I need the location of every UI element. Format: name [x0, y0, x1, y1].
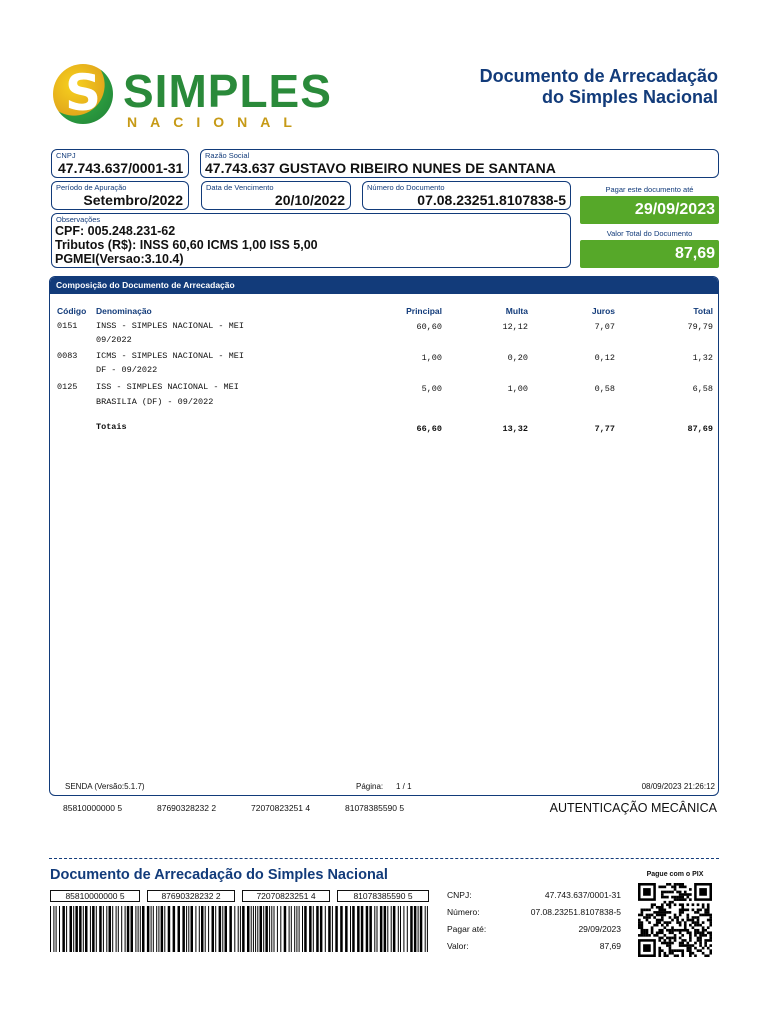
- razao-label: Razão Social: [205, 151, 250, 160]
- row1-juros: 7,07: [594, 322, 615, 332]
- pagina-label: Página:: [356, 782, 384, 791]
- pix-qr-code: [638, 883, 712, 957]
- bottom-numero: 07.08.23251.8107838-5: [530, 907, 621, 917]
- totais-multa: 13,32: [502, 424, 528, 434]
- row3-codigo: 0125: [57, 382, 78, 392]
- vencimento-label: Data de Vencimento: [206, 183, 274, 192]
- bc-box-1: 85810000000 5: [50, 890, 140, 902]
- obs-label: Observações: [56, 215, 101, 224]
- bottom-pagar-label: Pagar até:: [447, 924, 487, 934]
- row2-principal: 1,00: [421, 353, 442, 363]
- row3-multa: 1,00: [507, 384, 528, 394]
- razao-box: [200, 149, 719, 178]
- observacoes-box: [51, 213, 571, 268]
- vencimento-box: [201, 181, 351, 210]
- cnpj-box: [51, 149, 189, 178]
- bottom-valor-label: Valor:: [447, 941, 469, 951]
- linha-1: 85810000000 5: [63, 803, 123, 813]
- totais-juros: 7,77: [594, 424, 615, 434]
- senda-version: SENDA (Versão:5.1.7): [65, 782, 145, 791]
- title-line2: do Simples Nacional: [541, 87, 718, 107]
- pix-label: Pague com o PIX: [646, 871, 704, 878]
- logo-s-icon: S: [64, 64, 101, 122]
- col-codigo: Código: [57, 306, 87, 316]
- totais-label: Totais: [96, 422, 127, 432]
- document-title: [398, 66, 718, 108]
- pagina-value: 1 / 1: [396, 782, 412, 791]
- row3-den1: ISS - SIMPLES NACIONAL - MEI: [96, 382, 239, 392]
- bottom-numero-label: Número:: [447, 907, 480, 917]
- row1-total: 79,79: [687, 322, 713, 332]
- composicao-header: Composição do Documento de Arrecadação: [50, 277, 718, 294]
- totais-principal: 66,60: [416, 424, 442, 434]
- bc-box-2: 87690328232 2: [147, 890, 235, 902]
- row2-multa: 0,20: [507, 353, 528, 363]
- obs-cpf: CPF: 005.248.231-62: [55, 224, 176, 238]
- linha-4: 81078385590 5: [345, 803, 405, 813]
- logo-text: SIMPLES: [123, 65, 332, 117]
- cnpj-label: CNPJ: [56, 151, 76, 160]
- bottom-cnpj: 47.743.637/0001-31: [544, 890, 621, 900]
- bottom-title: Documento de Arrecadação do Simples Nacional: [50, 867, 388, 883]
- row3-den2: BRASILIA (DF) - 09/2022: [96, 397, 214, 407]
- logo-subtext: NACIONAL: [127, 114, 305, 130]
- totais-total: 87,69: [687, 424, 713, 434]
- bc-box-3: 72070823251 4: [242, 890, 330, 902]
- bottom-valor: 87,69: [599, 941, 621, 951]
- row2-den2: DF - 09/2022: [96, 365, 158, 375]
- pagar-label: Pagar este documento até: [605, 185, 694, 194]
- bottom-cnpj-label: CNPJ:: [447, 890, 472, 900]
- row1-codigo: 0151: [57, 321, 78, 331]
- cut-line: [49, 858, 719, 859]
- row2-total: 1,32: [692, 353, 713, 363]
- row1-den1: INSS - SIMPLES NACIONAL - MEI: [96, 321, 244, 331]
- obs-tributos: Tributos (R$): INSS 60,60 ICMS 1,00 ISS 5,00: [55, 238, 318, 252]
- obs-pgmei: PGMEI(Versao:3.10.4): [55, 252, 184, 266]
- datahora: 08/09/2023 21:26:12: [641, 782, 715, 791]
- barcode: [50, 906, 429, 952]
- title-line1: Documento de Arrecadação: [479, 66, 718, 86]
- razao-value: 47.743.637 GUSTAVO RIBEIRO NUNES DE SANTANA: [205, 160, 556, 176]
- row3-juros: 0,58: [594, 384, 615, 394]
- row1-principal: 60,60: [416, 322, 442, 332]
- numero-box: [362, 181, 571, 210]
- row2-den1: ICMS - SIMPLES NACIONAL - MEI: [96, 351, 244, 361]
- row1-den2: 09/2022: [96, 335, 132, 345]
- numero-label: Número do Documento: [367, 183, 445, 192]
- col-total: Total: [693, 306, 713, 316]
- row2-codigo: 0083: [57, 351, 78, 361]
- linha-3: 72070823251 4: [251, 803, 311, 813]
- periodo-label: Período de Apuração: [56, 183, 127, 192]
- bc-box-4: 81078385590 5: [337, 890, 429, 902]
- col-principal: Principal: [406, 306, 442, 316]
- cnpj-value: 47.743.637/0001-31: [58, 160, 184, 176]
- autenticacao-mecanica: AUTENTICAÇÃO MECÂNICA: [549, 801, 717, 815]
- linha-2: 87690328232 2: [157, 803, 217, 813]
- col-multa: Multa: [505, 306, 528, 316]
- col-denominacao: Denominação: [96, 306, 152, 316]
- periodo-box: [51, 181, 189, 210]
- row1-multa: 12,12: [502, 322, 528, 332]
- row3-principal: 5,00: [421, 384, 442, 394]
- periodo-value: Setembro/2022: [83, 192, 183, 208]
- bottom-pagar: 29/09/2023: [578, 924, 621, 934]
- row2-juros: 0,12: [594, 353, 615, 363]
- col-juros: Juros: [591, 306, 615, 316]
- pagar-value: 29/09/2023: [580, 196, 719, 224]
- valor-label: Valor Total do Documento: [606, 229, 693, 238]
- row3-total: 6,58: [692, 384, 713, 394]
- vencimento-value: 20/10/2022: [274, 192, 345, 208]
- valor-value: 87,69: [580, 240, 719, 268]
- numero-value: 07.08.23251.8107838-5: [417, 192, 566, 208]
